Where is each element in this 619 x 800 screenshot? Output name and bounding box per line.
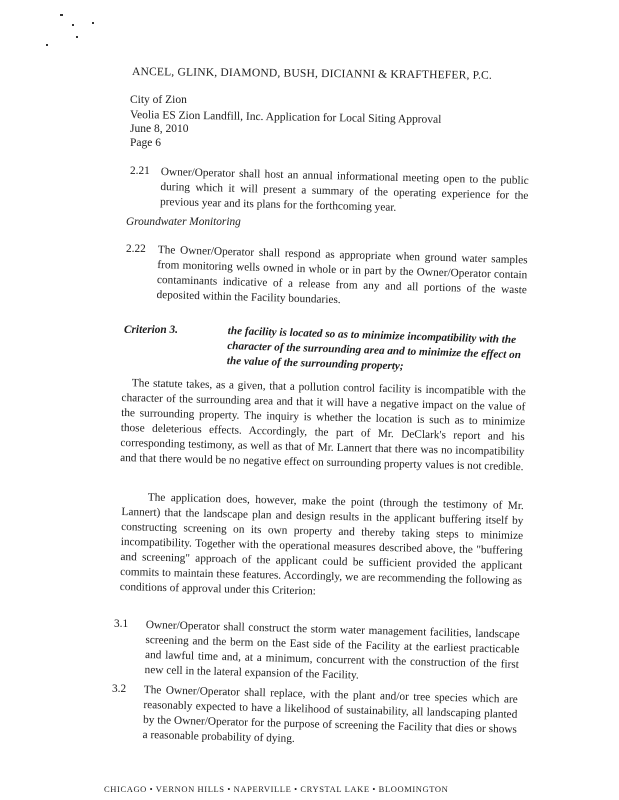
subject-line: Veolia ES Zion Landfill, Inc. Application for Local Siting Approval — [129, 109, 442, 126]
item-text: Owner/Operator shall host an annual informational meeting open to the public during which it will present a summary of the operating experience for the previous year and its plans for the forthcoming year. — [159, 165, 529, 214]
item-number: 2.21 — [130, 165, 150, 177]
recipient-line: City of Zion — [130, 94, 187, 106]
scan-speck — [92, 22, 94, 24]
section-heading: Groundwater Monitoring — [126, 216, 241, 228]
firm-name: ANCEL, GLINK, DIAMOND, BUSH, DICIANNI & KRAFTHEFER, P.C. — [131, 66, 493, 82]
scan-speck — [60, 14, 63, 16]
condition-number: 3.2 — [112, 683, 127, 695]
scan-speck — [76, 36, 78, 38]
condition-number: 3.1 — [114, 618, 129, 630]
footer-offices: CHICAGO • VERNON HILLS • NAPERVILLE • CRYSTAL LAKE • BLOOMINGTON — [104, 784, 449, 794]
condition-text: The Owner/Operator shall replace, with the plant and/or tree species which are reasonably expected to have a likelihood of sustainability, all landscaping planted by the Owner/Operator for the purpose of screening the Facility that dies or shows a reasonable probability of dying. — [142, 683, 518, 745]
page-line: Page 6 — [130, 137, 161, 149]
item-text: The Owner/Operator shall respond as appropriate when ground water samples from monitoring wells owned in whole or in part by the Owner/Operator contain contaminants indicative of a release from any and all portions of the waste deposited within the Facility boundaries. — [156, 243, 528, 307]
body-paragraph: The statute takes, as a given, that a pollution control facility is incompatible with the character of the surrounding area and that it will have a negative impact on the value of the surrounding property. The inquiry is whether the location is such as to minimize those deleterious effects. Accordingly, the part of Mr. DeClark's report and his corresponding testimony, as well as that of Mr. Lannert that there was no incompatibility and that there would be no negative effect on surrounding property values is not credible. — [120, 377, 526, 474]
condition-text: Owner/Operator shall construct the storm water management facilities, landscape screening and the berm on the East side of the Facility at the earliest practicable and lawful time and, at a minimum, concurrent with the construction of the first new cell in the lateral expansion of the Facility. — [144, 618, 520, 682]
scan-speck — [72, 24, 74, 26]
body-paragraph: The application does, however, make the point (through the testimony of Mr. Lannert) that the landscape plan and design results in the applicant buffering itself by constructing screening on its own property and thereby taking steps to minimize incompatibility. Together with the operational measures described above, the "buffering and screening" approach of the applicant could be sufficient provided the applicant commits to maintain these features. Accordingly, we are recommending the following as conditions of approval under this Criterion: — [119, 491, 524, 598]
item-number: 2.22 — [126, 243, 146, 255]
scan-speck — [46, 44, 48, 46]
date-line: June 8, 2010 — [130, 123, 189, 135]
criterion-text: the facility is located so as to minimize incompatibility with the character of the surrounding area and to minimize the effect on the value of the surrounding property; — [226, 324, 522, 373]
criterion-label: Criterion 3. — [124, 324, 178, 336]
